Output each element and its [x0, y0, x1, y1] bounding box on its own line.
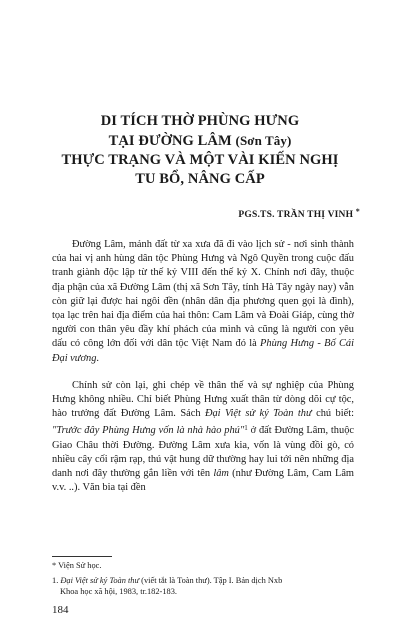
footnote-1-title: Đại Việt sử ký Toàn thư [60, 575, 140, 585]
title-line-2 [40, 131, 360, 151]
author-name [238, 207, 360, 220]
footnote-1 [52, 575, 357, 598]
paragraph-2-book-title: Đại Việt sử ký Toàn thư [204, 408, 312, 420]
title-line-1: DI TÍCH THỜ PHÙNG HƯNG [100, 113, 300, 129]
footnote-ref-1: 1 [244, 424, 248, 433]
page-number: 184 [52, 604, 69, 616]
article-title [40, 112, 360, 189]
title-line-4: TU BỔ, NÂNG CẤP [135, 171, 265, 187]
paragraph-1-end: . [96, 352, 100, 364]
title-line-3: THỰC TRẠNG VÀ MỘT VÀI KIẾN NGHỊ [61, 152, 339, 168]
paragraph-1-italic: Phùng Hưng - Bố Cái Đại vương [52, 338, 354, 364]
title-line-2-location: (Sơn Tây) [235, 133, 292, 148]
footnote-1-rest: (viết tắt là Toàn thư). Tập I. Bản dịch Nxb [139, 575, 283, 585]
footnote-1-continuation: Khoa học xã hội, 1983, tr.182-183. [60, 587, 177, 596]
paragraph-2-quote: "Trước đây Phùng Hưng vốn là nhà hào phú" [52, 425, 245, 437]
paragraph-2-part-4: (như Đường Lâm, Cam Lâm v.v. ..). Văn bia tại đền [52, 468, 355, 494]
author-name-text: PGS.TS. TRẦN THỊ VINH [238, 210, 354, 220]
paragraph-2-part-2: chú biết: [311, 408, 354, 420]
paragraph-2-part-3: ở đất Đường Lâm, thuộc Giao Châu thời Đường. Đường Lâm xưa kia, vốn là vùng đồi gò, có nhiều cây cối rậm rạp, thú vật hung dữ thường hay lui tới nên những địa danh nơi đây thường gắn liền với tên [52, 425, 354, 480]
footnote-divider [52, 556, 112, 557]
author-footnote-mark: * [355, 207, 360, 216]
body-text [52, 238, 354, 495]
paragraph-1-text: Đường Lâm, mảnh đất từ xa xưa đã đi vào lịch sử - nơi sinh thành của hai vị anh hùng dân tộc Phùng Hưng và Ngô Quyền trong cuộc đấu tranh giành độc lập từ thế kỷ VIII đến thế kỷ X. Chính nơi đây, thuộc địa phận của xã Đường Lâm (thị xã Sơn Tây, tỉnh Hà Tây ngày nay) vẫn còn giữ lại được hai ngôi đền (nhân dân địa phương quen gọi là đình), tọa lạc trên hai địa điểm của hai thôn: Cam Lâm và Đoài Giáp, cùng thờ người con thân yêu đầy khí phách của mình và cũng là người con yêu dấu có công lớn đối với dân tộc Việt Nam đó là [52, 239, 354, 350]
title-line-2-main: TẠI ĐƯỜNG LÂM [108, 133, 232, 149]
paragraph-2-part-1: Chính sử còn lại, ghi chép về thân thế và sự nghiệp của Phùng Hưng không nhiều. Chỉ biết Phùng Hưng xuất thân từ dòng dõi cự tộc, hào trưởng đất Đường Lâm. Sách [52, 379, 354, 420]
footnote-1-number: 1. [52, 575, 59, 585]
footnotes [52, 560, 357, 598]
footnote-author-affiliation: * Viện Sử học. [52, 561, 102, 570]
paragraph-1 [52, 238, 354, 366]
paragraph-2-lam: lâm [213, 468, 229, 480]
paragraph-2 [52, 379, 354, 496]
